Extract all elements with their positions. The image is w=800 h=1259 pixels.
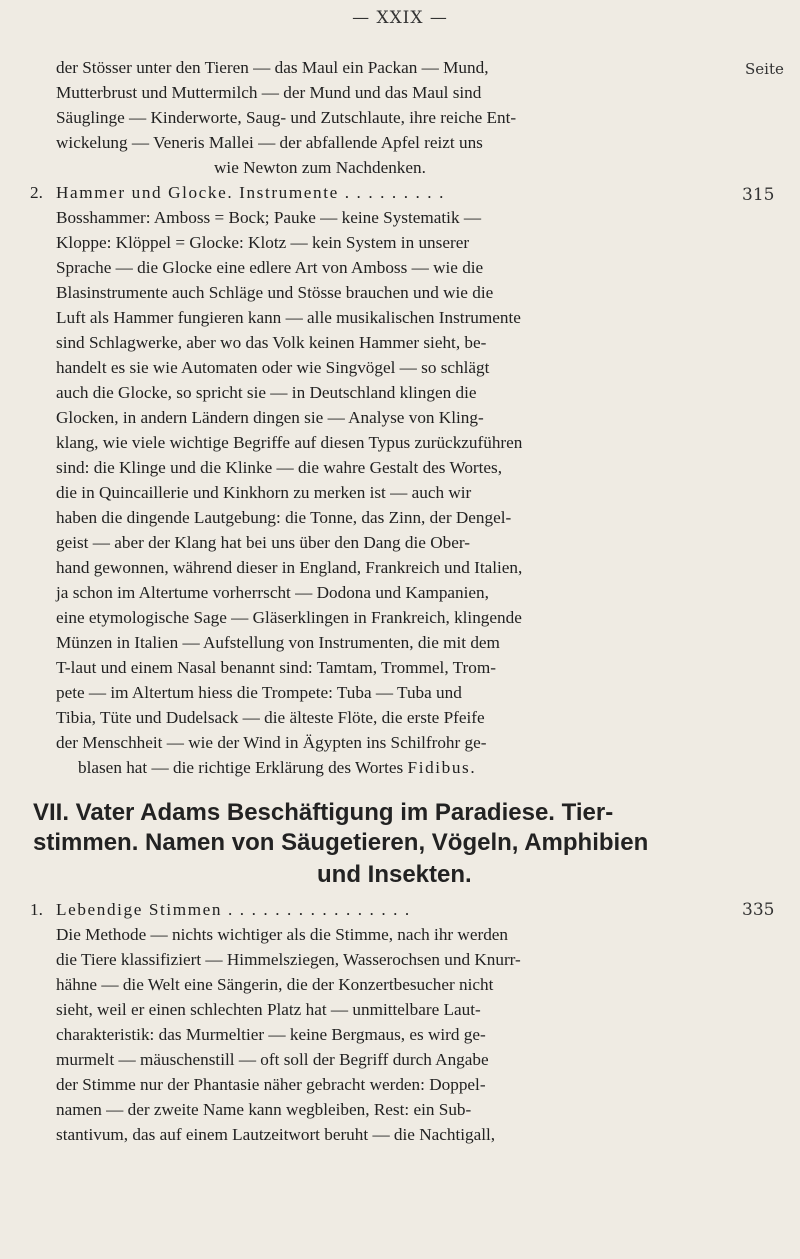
text-line: die Tiere klassifiziert — Himmelsziegen, Wasserochsen und Knurr- [56,950,521,969]
toc-leader: . . . . . . . . . . . . . . . . [228,900,411,919]
text-segment: blasen hat — die richtige Erklärung des Wortes [78,758,404,777]
toc-entry-title [56,898,411,922]
text-line: klang, wie viele wichtige Begriffe auf diesen Typus zurückzuführen [56,433,523,452]
toc-leader: . . . . . . . . . [344,183,445,202]
text-line [78,756,476,780]
toc-title-text: Hammer und Glocke. Instrumente [56,183,339,202]
text-line: Blasinstrumente auch Schläge und Stösse brauchen und wie die [56,283,494,302]
text-line: sind Schlagwerke, aber wo das Volk keinen Hammer sieht, be- [56,333,487,352]
item-number: 2. [30,183,43,202]
section-heading: stimmen. Namen von Säugetieren, Vögeln, Amphibien [33,829,649,856]
section-heading: VII. Vater Adams Beschäftigung im Paradiese. Tier- [33,799,614,826]
text-line: die in Quincaillerie und Kinkhorn zu merken ist — auch wir [56,483,472,502]
text-line: eine etymologische Sage — Gläserklingen in Frankreich, klingende [56,608,522,627]
emphasized-word: Fidibus. [407,758,477,777]
margin-label-seite: Seite [745,60,784,78]
text-line: pete — im Altertum hiess die Trompete: Tuba — Tuba und [56,683,462,702]
text-line: wie Newton zum Nachdenken. [214,158,426,177]
text-line: sieht, weil er einen schlechten Platz hat — unmittelbare Laut- [56,1000,481,1019]
text-line: Kloppe: Klöppel = Glocke: Klotz — kein System in unserer [56,233,470,252]
text-line: charakteristik: das Murmeltier — keine Bergmaus, es wird ge- [56,1025,486,1044]
toc-entry-title [56,181,445,205]
text-line: wickelung — Veneris Mallei — der abfallende Apfel reizt uns [56,133,483,152]
text-line: der Menschheit — wie der Wind in Ägypten ins Schilfrohr ge- [56,733,487,752]
text-line: geist — aber der Klang hat bei uns über den Dang die Ober- [56,533,470,552]
section-heading: und Insekten. [317,861,472,888]
page-number: 335 [742,900,775,920]
text-line: T-laut und einem Nasal benannt sind: Tamtam, Trommel, Trom- [56,658,496,677]
text-line: Die Methode — nichts wichtiger als die Stimme, nach ihr werden [56,925,509,944]
text-line: hähne — die Welt eine Sängerin, die der Konzertbesucher nicht [56,975,494,994]
page-header: — XXIX — [352,8,448,28]
text-line: auch die Glocke, so spricht sie — in Deutschland klingen die [56,383,477,402]
text-line: stantivum, das auf einem Lautzeitwort beruht — die Nachtigall, [56,1125,496,1144]
text-line: Bosshammer: Amboss = Bock; Pauke — keine Systematik — [56,208,482,227]
text-line: sind: die Klinge und die Klinke — die wahre Gestalt des Wortes, [56,458,503,477]
text-line: haben die dingende Lautgebung: die Tonne, das Zinn, der Dengel- [56,508,512,527]
text-line: namen — der zweite Name kann wegbleiben, Rest: ein Sub- [56,1100,472,1119]
text-line: Tibia, Tüte und Dudelsack — die älteste Flöte, die erste Pfeife [56,708,485,727]
text-line: Sprache — die Glocke eine edlere Art von Amboss — wie die [56,258,484,277]
page-number: 315 [742,185,775,205]
item-number: 1. [30,900,43,919]
text-line: Luft als Hammer fungieren kann — alle musikalischen Instrumente [56,308,521,327]
text-line: Münzen in Italien — Aufstellung von Instrumenten, die mit dem [56,633,500,652]
toc-title-text: Lebendige Stimmen [56,900,223,919]
text-line: Mutterbrust und Muttermilch — der Mund und das Maul sind [56,83,482,102]
text-line: hand gewonnen, während dieser in England, Frankreich und Italien, [56,558,523,577]
text-line: ja schon im Altertume vorherrscht — Dodona und Kampanien, [56,583,489,602]
text-line: der Stösser unter den Tieren — das Maul ein Packan — Mund, [56,58,489,77]
text-line: der Stimme nur der Phantasie näher gebracht werden: Doppel- [56,1075,486,1094]
text-line: murmelt — mäuschenstill — oft soll der Begriff durch Angabe [56,1050,489,1069]
text-line: Glocken, in andern Ländern dingen sie — Analyse von Kling- [56,408,484,427]
text-line: handelt es sie wie Automaten oder wie Singvögel — so schlägt [56,358,490,377]
text-line: Säuglinge — Kinderworte, Saug- und Zutschlaute, ihre reiche Ent- [56,108,517,127]
